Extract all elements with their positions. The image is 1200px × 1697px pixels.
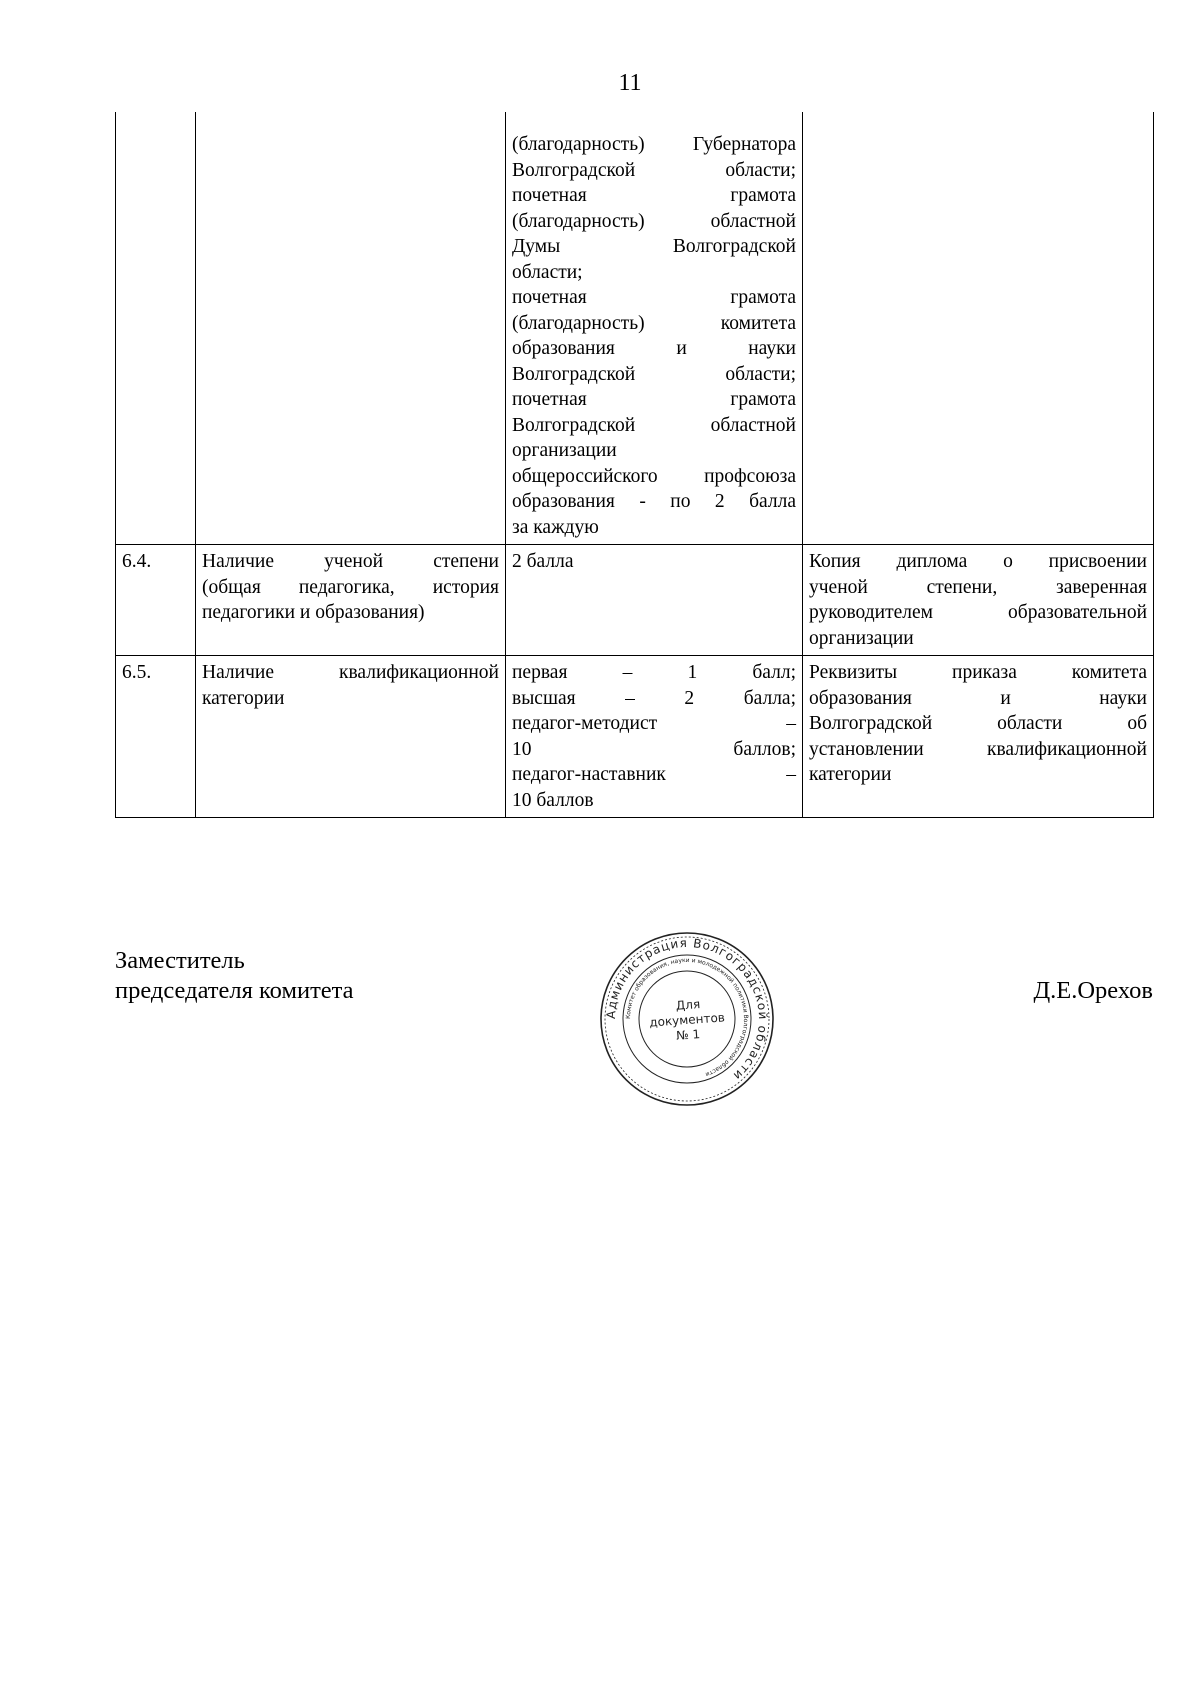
criteria-table-body (116, 112, 1154, 818)
signature-block (115, 935, 1153, 1116)
seal-center-line-2: документов (648, 1010, 726, 1030)
signatory-position-line-2: председателя комитета (115, 977, 354, 1004)
signatory-name: Д.Е.Орехов (1033, 977, 1153, 1004)
points-line: (благодарность) Губернатора (512, 134, 796, 155)
confirmation-line: организации (809, 627, 914, 649)
criterion-name-line: Наличие ученой степени (202, 551, 499, 572)
page-number: 11 (618, 70, 642, 96)
points-line: общероссийского профсоюза (512, 465, 796, 487)
points-line: 2 балла (512, 551, 574, 572)
points-line: Волгоградской области; (512, 363, 796, 385)
points-line: Волгоградской области; (512, 159, 796, 181)
confirmation-line: Волгоградской области об (809, 713, 1147, 734)
points-line: образования - по 2 балла (512, 491, 796, 512)
points-line: почетная грамота (512, 389, 796, 410)
criterion-name-line: педагогики и образования) (202, 602, 425, 623)
signatory-position-line-1: Заместитель (115, 947, 245, 974)
row-number-cell: 6.5. (116, 656, 196, 818)
seal-inner-text: Комитет образования, науки и молодежной политики Волгоградской области (624, 956, 750, 1078)
points-line: организации (512, 440, 617, 461)
points-line: педагог-методист – (512, 713, 796, 734)
points-line: (благодарность) комитета (512, 312, 796, 334)
points-line: высшая – 2 балла; (512, 687, 796, 709)
points-line: почетная грамота (512, 185, 796, 206)
points-line: за каждую (512, 516, 599, 538)
seal-center-line-1: Для (675, 997, 701, 1013)
row-number-cell: 6.4. (116, 545, 196, 656)
criterion-name-cell (196, 112, 506, 545)
criterion-name-line: Наличие квалификационной (202, 662, 499, 683)
points-line: области; (512, 261, 583, 283)
table-row (116, 545, 1154, 656)
signatory-position (115, 946, 354, 1006)
confirmation-line: образования и науки (809, 687, 1147, 709)
row-number-cell (116, 112, 196, 545)
table-row (116, 112, 1154, 545)
points-line: образования и науки (512, 338, 796, 359)
seal-center-line-3: № 1 (675, 1027, 701, 1043)
table-row (116, 656, 1154, 818)
criterion-name-cell (196, 545, 506, 656)
points-cell (506, 545, 803, 656)
points-cell (506, 112, 803, 545)
points-line: 10 баллов; (512, 738, 796, 760)
confirmation-line: Копия диплома о присвоении (809, 551, 1147, 572)
seal-outer-text: Администрация Волгоградской области (603, 935, 771, 1084)
points-line: 10 баллов (512, 789, 594, 811)
criterion-name-cell (196, 656, 506, 818)
official-seal (597, 929, 777, 1109)
confirmation-line: руководителем образовательной (809, 602, 1147, 623)
points-cell (506, 656, 803, 818)
confirmation-cell (803, 656, 1154, 818)
confirmation-line: установлении квалификационной (809, 738, 1147, 760)
confirmation-line: Реквизиты приказа комитета (809, 662, 1147, 683)
confirmation-cell (803, 545, 1154, 656)
confirmation-line: категории (809, 764, 892, 785)
points-line: Волгоградской областной (512, 414, 796, 436)
confirmation-line: ученой степени, заверенная (809, 576, 1147, 598)
criterion-name-line: категории (202, 687, 285, 709)
points-line: (благодарность) областной (512, 210, 796, 232)
criteria-table (115, 112, 1154, 818)
points-line: Думы Волгоградской (512, 236, 796, 257)
points-line: почетная грамота (512, 287, 796, 308)
points-line: первая – 1 балл; (512, 662, 796, 683)
criterion-name-line: (общая педагогика, история (202, 576, 499, 598)
confirmation-cell (803, 112, 1154, 545)
points-line: педагог-наставник – (512, 764, 796, 785)
